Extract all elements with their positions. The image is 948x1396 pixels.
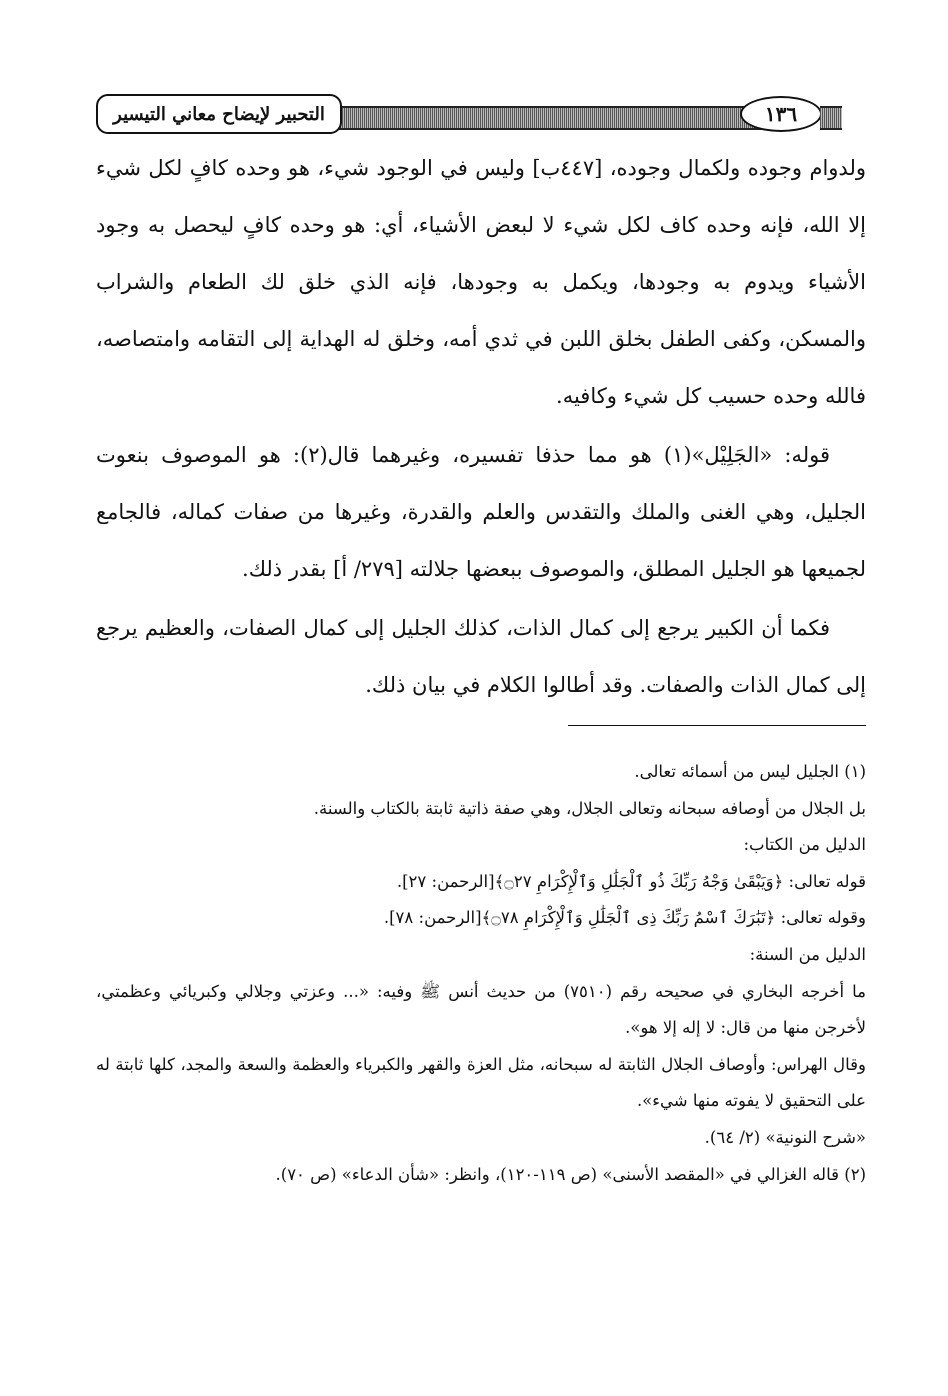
footnote-line: وقال الهراس: وأوصاف الجلال الثابتة له سبحانه، مثل العزة والقهر والكبرياء والعظمة والسعة والمجد، كلها ثابتة له على التحقيق لا يفوته منها شيء». [96, 1054, 866, 1111]
footnote-line: (٢) قاله الغزالي في «المقصد الأسنى» (ص ١١٩-١٢٠)، وانظر: «شأن الدعاء» (ص ٧٠). [275, 1164, 866, 1184]
footnote-line: الدليل من الكتاب: [743, 835, 866, 855]
running-title: التحبير لإيضاح معاني التيسير [96, 94, 342, 134]
footnote-line: «شرح النونية» (٢/ ٦٤). [704, 1127, 866, 1147]
page-number-badge [740, 96, 840, 134]
header-decorative-band [296, 106, 770, 130]
main-text [96, 140, 866, 714]
footnote-line: بل الجلال من أوصافه سبحانه وتعالى الجلال، وهي صفة ذاتية ثابتة بالكتاب والسنة. [313, 798, 866, 818]
page-number: ١٣٦ [740, 96, 822, 132]
body-paragraph-2: قوله: «الجَلِيْل»(١) هو مما حذفا تفسيره، وغيرهما قال(٢): هو الموصوف بنعوت الجليل، وهي الغنى والملك والتقدس والعلم والقدرة، وغيرها من صفات كماله، فالجامع لجميعها هو الجليل المطلق، والموصوف ببعضها جلالته [٢٧٩/ أ] بقدر ذلك. [96, 443, 866, 581]
header-decorative-tail [820, 106, 842, 130]
footnote-line: وقوله تعالى: ﴿تَبَٰرَكَ ٱسْمُ رَبِّكَ ذِى ٱلْجَلَٰلِ وَٱلْإِكْرَامِ ۝٧٨﴾[الرحمن: ٧٨]. [383, 908, 866, 928]
footnote-separator [568, 725, 866, 726]
body-paragraph-1: ولدوام وجوده ولكمال وجوده، [٤٤٧ب] وليس في الوجود شيء، هو وحده كافٍ لكل شيء إلا الله، فإنه وحده كاف لكل شيء لا لبعض الأشياء، أي: هو وحده كافٍ ليحصل به وجود الأشياء ويدوم به وجودها، ويكمل به وجودها، فإنه الذي خلق لك الطعام والشراب والمسكن، وكفى الطفل بخلق اللبن في ثدي أمه، وخلق له الهداية إلى التقامه وامتصاصه، فالله وحده حسيب كل شيء وكافيه. [96, 156, 866, 408]
body-paragraph-3: فكما أن الكبير يرجع إلى كمال الذات، كذلك الجليل إلى كمال الصفات، والعظيم يرجع إلى كمال الذات والصفات. وقد أطالوا الكلام في بيان ذلك. [96, 616, 866, 697]
footnote-line: ما أخرجه البخاري في صحيحه رقم (٧٥١٠) من حديث أنس ﷺ وفيه: «... وعزتي وجلالي وكبريائي وعظمتي، لأخرجن منها من قال: لا إله إلا هو». [96, 981, 866, 1038]
page-header [96, 94, 840, 140]
footnotes [96, 754, 866, 1193]
footnote-line: قوله تعالى: ﴿وَيَبْقَىٰ وَجْهُ رَبِّكَ ذُو ٱلْجَلَٰلِ وَٱلْإِكْرَامِ ۝٢٧﴾[الرحمن: ٢٧]. [396, 871, 866, 891]
footnote-line: (١) الجليل ليس من أسمائه تعالى. [634, 762, 866, 781]
footnote-line: الدليل من السنة: [749, 944, 866, 964]
